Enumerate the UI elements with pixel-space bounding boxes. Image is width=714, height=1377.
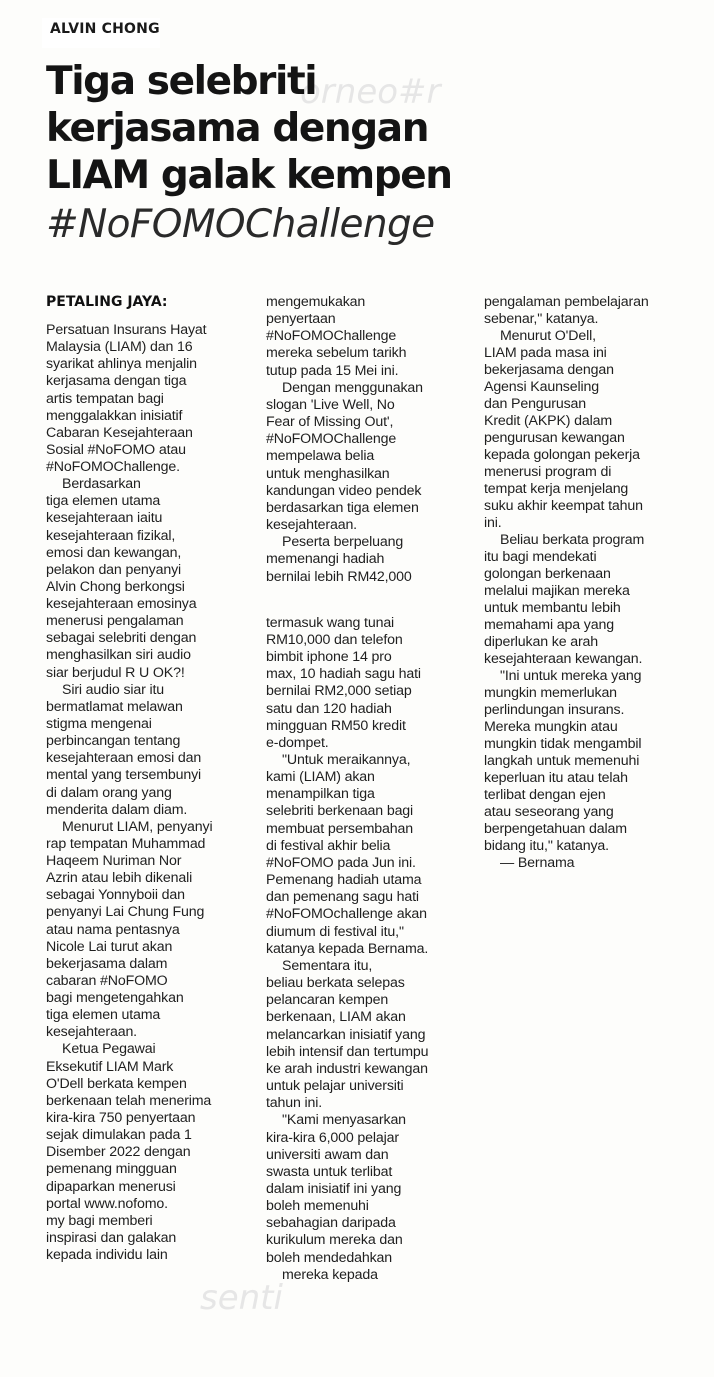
article-line: diumum di festival itu," [266, 923, 404, 940]
article-line: sebagai selebriti dengan [46, 630, 197, 647]
article-line: kami (LIAM) akan [266, 769, 375, 786]
article-line: satu dan 120 hadiah [266, 700, 392, 717]
article-line: "Ini untuk mereka yang [500, 668, 642, 684]
article-line: boleh memenuhi [266, 1198, 369, 1215]
article-line: lebih intensif dan tertumpu [266, 1043, 429, 1060]
article-line: mental yang tersembunyi [46, 767, 202, 784]
article-line: Ketua Pegawai [62, 1041, 156, 1058]
article-line: Haqeem Nuriman Nor [46, 853, 182, 870]
article-line: berkenaan telah menerima [46, 1092, 212, 1109]
article-line: diperlukan ke arah [484, 634, 599, 650]
article-line: #NoFOMOChallenge [266, 431, 397, 448]
article-line: Beliau berkata program [500, 532, 645, 548]
article-line: siar berjudul R U OK?! [46, 664, 185, 681]
article-line: LIAM pada masa ini [484, 345, 607, 361]
article-line: mungkin memerlukan [484, 685, 617, 701]
article-line: terlibat dengan ejen [484, 787, 606, 803]
article-line: sebahagian daripada [266, 1215, 396, 1232]
article-line: bernilai RM2,000 setiap [266, 683, 412, 700]
headline-line: kerjasama dengan [46, 106, 429, 151]
article-line: perlindungan insurans. [484, 702, 625, 718]
article-line: slogan 'Live Well, No [266, 396, 395, 413]
article-line: menampilkan tiga [266, 786, 375, 803]
article-line: di dalam orang yang [46, 784, 172, 801]
article-line: bekerjasama dengan [484, 362, 614, 378]
article-line: kurikulum mereka dan [266, 1232, 403, 1249]
article-line: katanya kepada Bernama. [266, 940, 429, 957]
article-line: menggalakkan inisiatif [46, 407, 183, 424]
article-line: pelancaran kempen [266, 992, 389, 1009]
article-line: bagi mengetengahkan [46, 990, 184, 1007]
article-line: kesejahteraan emosinya [46, 596, 197, 613]
background-watermark: senti [200, 1278, 283, 1318]
article-line: memenangi hadiah [266, 551, 385, 568]
article-line: — Bernama [500, 855, 575, 871]
article-line: beliau berkata selepas [266, 975, 405, 992]
headline-hashtag: #NoFOMOChallenge [46, 202, 435, 247]
article-line: Sosial #NoFOMO atau [46, 441, 186, 458]
article-line: kesejahteraan. [266, 517, 357, 534]
article-line: "Kami menyasarkan [282, 1112, 406, 1129]
article-line: berkenaan, LIAM akan [266, 1009, 406, 1026]
article-line: kira-kira 6,000 pelajar [266, 1129, 399, 1146]
article-line: kepada golongan pekerja [484, 447, 640, 463]
article-line: Nicole Lai turut akan [46, 938, 173, 955]
article-line: perbincangan tentang [46, 733, 181, 750]
article-line: my bagi memberi [46, 1212, 153, 1229]
article-line: penyanyi Lai Chung Fung [46, 904, 205, 921]
byline: ALVIN CHONG [50, 21, 160, 37]
article-line: itu bagi mendekati [484, 549, 597, 565]
article-line: pengurusan kewangan [484, 430, 625, 446]
article-line: boleh mendedahkan [266, 1249, 393, 1266]
article-line: kandungan video pendek [266, 482, 422, 499]
article-line: dalam inisiatif ini yang [266, 1181, 402, 1197]
article-line: Berdasarkan [62, 476, 141, 493]
article-line: melalui majikan mereka [484, 583, 630, 599]
article-line: swasta untuk terlibat [266, 1163, 393, 1180]
article-line: suku akhir keempat tahun [484, 498, 643, 514]
article-line: e-dompet. [266, 734, 329, 751]
article-line: #NoFOMOChallenge. [46, 459, 180, 476]
article-line: kira-kira 750 penyertaan [46, 1109, 196, 1126]
article-line: tiga elemen utama [46, 493, 161, 510]
article-line: dan Pengurusan [484, 396, 587, 412]
article-line: bidang itu," katanya. [484, 838, 609, 854]
article-line: emosi dan kewangan, [46, 544, 182, 561]
article-line: Sementara itu, [282, 957, 373, 974]
article-line: ke arah industri kewangan [266, 1060, 428, 1077]
article-line: termasuk wang tunai [266, 614, 395, 631]
article-line: mereka sebelum tarikh [266, 345, 407, 362]
article-line: Azrin atau lebih dikenali [46, 870, 193, 887]
article-line: #NoFOMOChallenge [266, 328, 397, 345]
article-line: max, 10 hadiah sagu hati [266, 666, 421, 683]
article-line: keperluan itu atau telah [484, 770, 628, 786]
article-line: pelakon dan penyanyi [46, 561, 182, 578]
article-line: mereka kepada [282, 1266, 378, 1283]
article-line: menerusi program di [484, 464, 612, 480]
article-line: untuk pelajar universiti [266, 1078, 404, 1095]
article-line: Siri audio siar itu [62, 681, 165, 698]
article-line: menghasilkan siri audio [46, 647, 191, 664]
article-line: tahun ini. [266, 1095, 323, 1112]
headline-line: Tiga selebriti [46, 59, 317, 104]
article-line: kesejahteraan fizikal, [46, 527, 176, 544]
article-line: membuat persembahan [266, 820, 413, 837]
background-watermark: orneo#r [300, 72, 441, 112]
article-line: kesejahteraan iaitu [46, 510, 163, 527]
article-line: mingguan RM50 kredit [266, 717, 406, 734]
article-line: kepada individu lain [46, 1247, 168, 1264]
article-line: dipaparkan menerusi [46, 1178, 176, 1195]
article-line: pengalaman pembelajaran [484, 294, 649, 310]
article-line: Kredit (AKPK) dalam [484, 413, 613, 429]
article-line: langkah untuk memenuhi [484, 753, 640, 769]
article-line: selebriti berkenaan bagi [266, 803, 414, 820]
article-line: Disember 2022 dengan [46, 1144, 191, 1161]
article-line: atau nama pentasnya [46, 921, 180, 938]
article-line: portal www.nofomo. [46, 1195, 168, 1212]
article-line: Eksekutif LIAM Mark [46, 1058, 174, 1075]
article-line: O'Dell berkata kempen [46, 1075, 187, 1092]
article-line: Pemenang hadiah utama [266, 872, 422, 889]
article-line: Menurut O'Dell, [500, 328, 596, 344]
article-line: mempelawa belia [266, 448, 375, 465]
article-line: atau seseorang yang [484, 804, 614, 820]
article-line: pemenang mingguan [46, 1161, 177, 1178]
article-line: bimbit iphone 14 pro [266, 649, 392, 666]
article-line: bernilai lebih RM42,000 [266, 568, 412, 585]
article-line: kesejahteraan emosi dan [46, 750, 202, 767]
article-line: menerusi pengalaman [46, 613, 184, 630]
article-line: memahami apa yang [484, 617, 614, 633]
article-line: bermatlamat melawan [46, 698, 183, 715]
article-line: Mereka mungkin atau [484, 719, 618, 735]
article-line: kesejahteraan. [46, 1024, 137, 1041]
article-line: dan pemenang sagu hati [266, 889, 419, 906]
article-line: tempat kerja menjelang [484, 481, 629, 497]
article-line: untuk membantu lebih [484, 600, 621, 616]
article-line: di festival akhir belia [266, 837, 391, 854]
article-line: #NoFOMOchallenge akan [266, 906, 427, 923]
article-line: Dengan menggunakan [282, 379, 423, 396]
article-line: Persatuan Insurans Hayat [46, 322, 207, 338]
article-line: bekerjasama dalam [46, 955, 168, 972]
article-line: tiga elemen utama [46, 1007, 161, 1024]
article-line: menderita dalam diam. [46, 801, 188, 818]
article-line: rap tempatan Muhammad [46, 835, 206, 852]
article-line: ini. [484, 515, 502, 531]
article-line: penyertaan [266, 311, 336, 328]
article-line: Menurut LIAM, penyanyi [62, 818, 213, 835]
article-line: tutup pada 15 Mei ini. [266, 362, 399, 379]
article-line: mengemukakan [266, 294, 366, 310]
article-line: golongan berkenaan [484, 566, 611, 582]
article-line: Alvin Chong berkongsi [46, 578, 185, 595]
dateline: PETALING JAYA: [46, 294, 168, 310]
article-line: mungkin tidak mengambil [484, 736, 642, 752]
article-line: Fear of Missing Out', [266, 414, 394, 431]
article-line: Cabaran Kesejahteraan [46, 424, 193, 441]
article-line: Peserta berpeluang [282, 534, 404, 551]
article-line: inspirasi dan galakan [46, 1229, 177, 1246]
headline [46, 58, 466, 248]
article-line: kerjasama dengan tiga [46, 373, 187, 390]
article-line: cabaran #NoFOMO [46, 972, 168, 989]
article-line: #NoFOMO pada Jun ini. [266, 854, 416, 871]
article-line: "Untuk meraikannya, [282, 752, 411, 768]
article-line: universiti awam dan [266, 1146, 389, 1163]
article-line: untuk menghasilkan [266, 465, 390, 482]
article-line: Agensi Kaunseling [484, 379, 599, 395]
article-line: stigma mengenai [46, 715, 152, 732]
article-line: syarikat ahlinya menjalin [46, 356, 197, 373]
article-line: melancarkan inisiatif yang [266, 1026, 426, 1043]
article-line: sebagai Yonnyboii dan [46, 887, 185, 904]
article-line: Malaysia (LIAM) dan 16 [46, 339, 193, 356]
article-line: RM10,000 dan telefon [266, 631, 403, 648]
article-line: sejak dimulakan pada 1 [46, 1127, 192, 1144]
article-line: berdasarkan tiga elemen [266, 499, 419, 516]
article-line: kesejahteraan kewangan. [484, 651, 643, 667]
article-line: berpengetahuan dalam [484, 821, 627, 837]
headline-line: LIAM galak kempen [46, 153, 452, 198]
article-line: artis tempatan bagi [46, 390, 164, 407]
article-line: sebenar," katanya. [484, 311, 599, 327]
